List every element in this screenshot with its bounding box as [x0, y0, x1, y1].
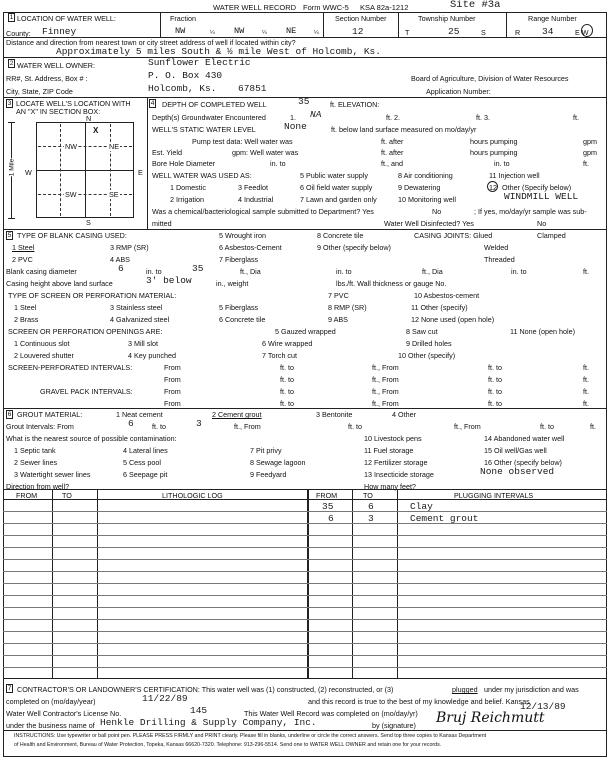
mile-label: 1 Mile: [8, 158, 16, 177]
certification-text-b: under my jurisdiction and was: [484, 685, 579, 694]
license-label: Water Well Contractor's License No.: [6, 709, 122, 718]
range-r: R: [515, 28, 521, 37]
pump-gpm: gpm: [583, 137, 597, 146]
contam-other: 16 Other (specify below): [484, 458, 562, 467]
est-yield-label: Est. Yield: [152, 148, 182, 157]
locate-title: LOCATE WELL'S LOCATION WITH: [16, 99, 131, 108]
compass-e: E: [138, 168, 143, 177]
opening-torch-cut: 7 Torch cut: [262, 351, 298, 360]
grout-neat-cement: 1 Neat cement: [116, 410, 163, 419]
contamination-label: What is the nearest source of possible contamination:: [6, 434, 177, 443]
screen-other: 11 Other (specify): [411, 303, 468, 312]
zip-value: 67851: [238, 83, 267, 94]
perf-to-1: ft. to: [280, 363, 294, 372]
opening-mill-slot: 3 Mill slot: [128, 339, 158, 348]
use-injection: 11 Injection well: [489, 171, 540, 180]
range-label: Range Number: [528, 14, 577, 23]
owner-value: Sunflower Electric: [148, 57, 251, 68]
section-6-number: 6: [7, 411, 12, 418]
section-3-number: 3: [7, 100, 12, 107]
casing-diameter-value: 6: [118, 263, 124, 274]
contam-abandoned-well: 14 Abandoned water well: [484, 434, 565, 443]
compass-n: N: [86, 114, 92, 123]
chem-rest: ; If yes, mo/day/yr sample was sub-: [474, 207, 587, 216]
use-other: Other (Specify below): [502, 183, 572, 192]
casing-diameter-in: in. to: [146, 267, 162, 276]
perf-from-2b: ft., From: [372, 375, 399, 384]
pump-ft: ft. after: [381, 137, 404, 146]
pump-test-label: Pump test data: Well water was: [192, 137, 293, 146]
business-name-label: under the business name of: [6, 721, 95, 730]
opening-key-punched: 4 Key punched: [128, 351, 176, 360]
section-7-number: 7: [7, 685, 12, 692]
grout-to-2: ft. to: [348, 422, 362, 431]
opening-other: 10 Other (specify): [398, 351, 456, 360]
screen-asbestos: 10 Asbestos-cement: [414, 291, 480, 300]
casing-abs: 4 ABS: [110, 255, 130, 264]
contam-fertilizer: 12 Fertilizer storage: [364, 458, 428, 467]
distance-label: Distance and direction from nearest town or city street address of well if located within city?: [6, 38, 296, 47]
section-2-number: 2: [9, 60, 14, 67]
gravel-ft-2: ft.: [583, 399, 589, 408]
compass-s: S: [86, 218, 91, 227]
screen-stainless: 3 Stainless steel: [110, 303, 163, 312]
opening-continuous: 1 Continuous slot: [14, 339, 70, 348]
casing-wrought-iron: 5 Wrought iron: [219, 231, 267, 240]
log-to-header: TO: [62, 491, 72, 500]
casing-other: 9 Other (specify below): [317, 243, 391, 252]
log-table-rule: [3, 583, 607, 584]
gravel-ft-1: ft.: [583, 387, 589, 396]
township-t: T: [405, 28, 410, 37]
grout-cement-grout: 2 Cement grout: [212, 410, 262, 419]
township-value: 25: [448, 26, 460, 37]
instructions-line-2: of Health and Environment, Bureau of Water Protection, Topeka, Kansas 66620-7320. Telephone: 913-296-5514. Send one to WATER WELL OWNER and retain one for your records.: [14, 742, 442, 748]
opening-louvered: 2 Louvered shutter: [14, 351, 74, 360]
casing-fiberglass: 7 Fiberglass: [219, 255, 259, 264]
groundwater-1: 1.: [290, 113, 296, 122]
contam-oil-well: 15 Oil well/Gas well: [484, 446, 547, 455]
grout-from-2: ft., From: [234, 422, 261, 431]
static-level-label: WELL'S STATIC WATER LEVEL: [152, 125, 256, 134]
ksa-number: KSA 82a-1212: [360, 3, 409, 12]
completed-on-label: completed on (mo/day/year): [6, 697, 96, 706]
compass-w: W: [25, 168, 32, 177]
quad-nw: NW: [65, 142, 77, 151]
bore-ft-2: ft.: [583, 159, 589, 168]
contam-sewer: 2 Sewer lines: [14, 458, 58, 467]
board-label: Board of Agriculture, Division of Water Resources: [411, 74, 569, 83]
casing-threaded: Threaded: [484, 255, 515, 264]
plug-to-header: TO: [363, 491, 373, 500]
disinfected-no: No: [537, 219, 547, 228]
log-table-rule: [3, 619, 607, 620]
quad-ne: NE: [109, 142, 119, 151]
contam-pit-privy: 7 Pit privy: [250, 446, 282, 455]
casing-height-label: Casing height above land surface: [6, 279, 113, 288]
contam-feedyard: 9 Feedyard: [250, 470, 287, 479]
log-table-rule: [3, 655, 607, 656]
gravel-from-1: From: [164, 387, 181, 396]
use-label: WELL WATER WAS USED AS:: [152, 171, 252, 180]
static-level-rest: ft. below land surface measured on mo/day/yr: [331, 125, 477, 134]
business-name-value: Henkle Drilling & Supply Company, Inc.: [100, 717, 317, 728]
log-table-rule: [3, 667, 607, 668]
section-number-label: Section Number: [335, 14, 387, 23]
log-table-rule: [3, 595, 607, 596]
grout-bentonite: 3 Bentonite: [316, 410, 353, 419]
perf-to-1b: ft. to: [488, 363, 502, 372]
screen-pvc: 7 PVC: [328, 291, 349, 300]
license-value: 145: [190, 705, 208, 716]
perf-from-2: From: [164, 375, 181, 384]
casing-diameter-in-2: in. to: [336, 267, 352, 276]
quarter-3: ¼: [314, 30, 319, 36]
gravel-intervals-label: GRAVEL PACK INTERVALS:: [40, 387, 133, 396]
screen-steel: 1 Steel: [14, 303, 37, 312]
log-table-rule: [3, 571, 607, 572]
well-location-x: X: [93, 126, 99, 135]
screen-fiberglass: 5 Fiberglass: [219, 303, 259, 312]
elevation-label: ft. ELEVATION:: [330, 100, 380, 109]
address-label: RR#, St. Address, Box # :: [6, 74, 88, 83]
lithologic-log-header: LITHOLOGIC LOG: [162, 491, 223, 500]
log-table-rule: [3, 559, 607, 560]
township-label: Township Number: [418, 14, 476, 23]
groundwater-label: Depth(s) Groundwater Encountered: [152, 113, 266, 122]
direction-label: Direction from well?: [6, 482, 70, 491]
casing-welded: Welded: [484, 243, 509, 252]
log-table-rule: [3, 643, 607, 644]
gravel-from-1b: ft., From: [372, 387, 399, 396]
casing-rmp: 3 RMP (SR): [110, 243, 149, 252]
perf-ft-2: ft.: [583, 375, 589, 384]
application-number-label: Application Number:: [426, 87, 491, 96]
casing-diameter-in-3: in. to: [511, 267, 527, 276]
section-4-number: 4: [150, 100, 155, 107]
owner-label: WATER WELL OWNER:: [17, 61, 95, 70]
section-1-number: 1: [9, 14, 14, 21]
opening-none: 11 None (open hole): [510, 327, 575, 336]
bore-label: Bore Hole Diameter: [152, 159, 216, 168]
use-dewatering: 9 Dewatering: [398, 183, 441, 192]
plug-from-2: 6: [328, 513, 334, 524]
how-many-feet-label: How many feet?: [364, 482, 416, 491]
contam-cess-pool: 5 Cess pool: [123, 458, 161, 467]
log-table-rule: [3, 511, 607, 512]
section-number-value: 12: [352, 26, 364, 37]
grout-intervals-label: Grout Intervals: From: [6, 422, 74, 431]
grout-other: 4 Other: [392, 410, 416, 419]
quad-sw: SW: [65, 190, 77, 199]
range-w-circle: [581, 24, 593, 37]
chem-no: No: [432, 207, 442, 216]
instructions-line-1: INSTRUCTIONS: Use typewriter or ball point pen. PLEASE PRESS FIRMLY and PRINT clearly. Please fill in blanks, underline or circle the correct answers. Send top three copies to Kansas Department: [14, 733, 487, 739]
section-5-number: 5: [7, 232, 12, 239]
contam-lateral: 4 Lateral lines: [123, 446, 168, 455]
screen-galvanized: 4 Galvanized steel: [110, 315, 170, 324]
opening-wire-wrapped: 6 Wire wrapped: [262, 339, 313, 348]
opening-gauzed: 5 Gauzed wrapped: [275, 327, 336, 336]
est-gpm: gpm: Well water was: [232, 148, 299, 157]
casing-steel: 1 Steel: [12, 243, 35, 252]
grout-material-label: GROUT MATERIAL:: [17, 410, 83, 419]
groundwater-3: ft. 3.: [476, 113, 490, 122]
casing-asbestos: 6 Asbestos-Cement: [219, 243, 282, 252]
certification-plugged: plugged: [452, 685, 478, 694]
contam-seepage: 6 Seepage pit: [123, 470, 168, 479]
log-table-rule: [3, 535, 607, 536]
grout-to-value: 3: [196, 418, 202, 429]
log-from-header: FROM: [16, 491, 38, 500]
form-number: Form WWC-5: [303, 3, 349, 12]
casing-pvc: 2 PVC: [12, 255, 33, 264]
grout-from-3: ft., From: [454, 422, 481, 431]
plug-to-2: 3: [368, 513, 374, 524]
casing-clamped: Clamped: [537, 231, 566, 240]
plug-desc-2: Cement grout: [410, 513, 479, 524]
pump-hours: hours pumping: [470, 137, 518, 146]
completed-on-rest: and this record is true to the best of my knowledge and belief. Kansas: [308, 697, 530, 706]
gravel-from-2: From: [164, 399, 181, 408]
chem-mitted: mitted: [152, 219, 172, 228]
form-title: WATER WELL RECORD: [213, 3, 297, 12]
contam-lagoon: 8 Sewage lagoon: [250, 458, 306, 467]
contam-watertight: 3 Watertight sewer lines: [14, 470, 91, 479]
casing-diameter-ft-3: ft.: [583, 267, 589, 276]
use-domestic: 1 Domestic: [170, 183, 206, 192]
perf-from-1: From: [164, 363, 181, 372]
screen-rmp: 8 RMP (SR): [328, 303, 367, 312]
screen-none: 12 None used (open hole): [411, 315, 495, 324]
bore-in: in. to: [270, 159, 286, 168]
distance-value: Approximately 5 miles South & ½ mile West of Holcomb, Ks.: [56, 46, 381, 57]
log-table-rule: [3, 607, 607, 608]
address-value: P. O. Box 430: [148, 70, 223, 81]
gravel-to-1b: ft. to: [488, 387, 502, 396]
perf-ft-1: ft.: [583, 363, 589, 372]
record-completed-label: This Water Well Record was completed on (mo/day/yr): [244, 709, 418, 718]
fraction-nw-2: NW: [234, 26, 245, 36]
fraction-ne: NE: [286, 26, 297, 36]
use-lawn: 7 Lawn and garden only: [300, 195, 377, 204]
city-value: Holcomb, Ks.: [148, 83, 217, 94]
log-table-rule: [3, 547, 607, 548]
groundwater-2: ft. 2.: [386, 113, 400, 122]
plug-desc-1: Clay: [410, 501, 433, 512]
casing-diameter-label: Blank casing diameter: [6, 267, 77, 276]
use-air-conditioning: 8 Air conditioning: [398, 171, 453, 180]
opening-drilled: 9 Drilled holes: [406, 339, 452, 348]
contam-septic: 1 Septic tank: [14, 446, 56, 455]
township-s: S: [481, 28, 486, 37]
log-table-rule: [3, 523, 607, 524]
completed-on-value: 11/22/89: [142, 693, 188, 704]
contam-fuel: 11 Fuel storage: [364, 446, 414, 455]
use-12: 12: [489, 183, 497, 192]
bore-ft: ft., and: [381, 159, 403, 168]
casing-weight-label: in., weight: [216, 279, 249, 288]
perf-from-1b: ft., From: [372, 363, 399, 372]
use-public-supply: 5 Public water supply: [300, 171, 368, 180]
perf-to-2: ft. to: [280, 375, 294, 384]
groundwater-value: NA: [310, 109, 322, 120]
range-value: 34: [542, 26, 554, 37]
plug-to-1: 6: [368, 501, 374, 512]
depth-label: DEPTH OF COMPLETED WELL: [162, 100, 267, 109]
grout-to-label: ft. to: [152, 422, 166, 431]
depth-value: 35: [298, 96, 310, 107]
est-gpm-2: gpm: [583, 148, 597, 157]
plug-from-1: 35: [322, 501, 334, 512]
use-feedlot: 3 Feedlot: [238, 183, 268, 192]
use-oil-field: 6 Oil field water supply: [300, 183, 373, 192]
screen-concrete: 6 Concrete tile: [219, 315, 266, 324]
perforated-intervals-label: SCREEN-PERFORATED INTERVALS:: [8, 363, 133, 372]
range-ew: E W: [575, 28, 589, 37]
casing-concrete-tile: 8 Concrete tile: [317, 231, 364, 240]
contam-livestock: 10 Livestock pens: [364, 434, 422, 443]
screen-brass: 2 Brass: [14, 315, 39, 324]
quad-se: SE: [109, 190, 119, 199]
casing-lbs-label: lbs./ft. Wall thickness or gauge No.: [336, 279, 447, 288]
signature-label: by (signature): [372, 721, 416, 730]
gravel-to-1: ft. to: [280, 387, 294, 396]
plugging-intervals-header: PLUGGING INTERVALS: [454, 491, 534, 500]
groundwater-ft: ft.: [573, 113, 579, 122]
casing-height-value: 3' below: [146, 275, 192, 286]
gravel-from-2b: ft., From: [372, 399, 399, 408]
use-irrigation: 2 Irrigation: [170, 195, 204, 204]
fraction-label: Fraction: [170, 14, 196, 23]
record-completed-value: 12/13/89: [520, 701, 566, 712]
est-hours: hours pumping: [470, 148, 518, 157]
bore-in-2: in. to: [494, 159, 510, 168]
county-label: County:: [6, 29, 31, 38]
use-monitoring: 10 Monitoring well: [398, 195, 456, 204]
fraction-nw-1: NW: [175, 26, 186, 36]
casing-type-label: TYPE OF BLANK CASING USED:: [17, 231, 127, 240]
opening-saw-cut: 8 Saw cut: [406, 327, 438, 336]
screen-type-label: TYPE OF SCREEN OR PERFORATION MATERIAL:: [8, 291, 177, 300]
city-label: City, State, ZIP Code: [6, 87, 73, 96]
quarter-2: ¼: [262, 30, 267, 36]
est-ft: ft. after: [381, 148, 404, 157]
perf-to-2b: ft. to: [488, 375, 502, 384]
contam-insecticide: 13 Insecticide storage: [364, 470, 434, 479]
casing-joints-label: CASING JOINTS: Glued: [414, 231, 493, 240]
site-label: Site #3a: [450, 0, 501, 11]
openings-label: SCREEN OR PERFORATION OPENINGS ARE:: [8, 327, 163, 336]
gravel-to-2b: ft. to: [488, 399, 502, 408]
signature: Bruj Reichmutt: [436, 710, 545, 726]
disinfected-label: Water Well Disinfected? Yes: [384, 219, 474, 228]
casing-diameter-ft: ft., Dia: [240, 267, 261, 276]
grout-from-value: 6: [128, 418, 134, 429]
certification-text: CONTRACTOR'S OR LANDOWNER'S CERTIFICATION: This water well was (1) constructed, (2) reconstructed, or (3): [17, 685, 394, 694]
log-table-rule: [3, 631, 607, 632]
casing-depth-value: 35: [192, 263, 204, 274]
plug-from-header: FROM: [316, 491, 338, 500]
quarter-1: ¼: [210, 30, 215, 36]
county-value: Finney: [42, 26, 77, 37]
gravel-to-2: ft. to: [280, 399, 294, 408]
grout-ft-end: ft.: [590, 422, 596, 431]
chem-sample-label: Was a chemical/bacteriological sample submitted to Department? Yes: [152, 207, 374, 216]
location-label: LOCATION OF WATER WELL:: [17, 14, 116, 23]
grout-to-3: ft. to: [540, 422, 554, 431]
use-industrial: 4 Industrial: [238, 195, 274, 204]
contam-other-value: None observed: [480, 466, 555, 477]
use-other-value: WINDMILL WELL: [504, 191, 579, 202]
screen-abs: 9 ABS: [328, 315, 348, 324]
locate-title-2: AN "X" IN SECTION BOX:: [16, 107, 101, 116]
static-level-value: None: [284, 121, 307, 132]
casing-diameter-ft-2: ft., Dia: [422, 267, 443, 276]
